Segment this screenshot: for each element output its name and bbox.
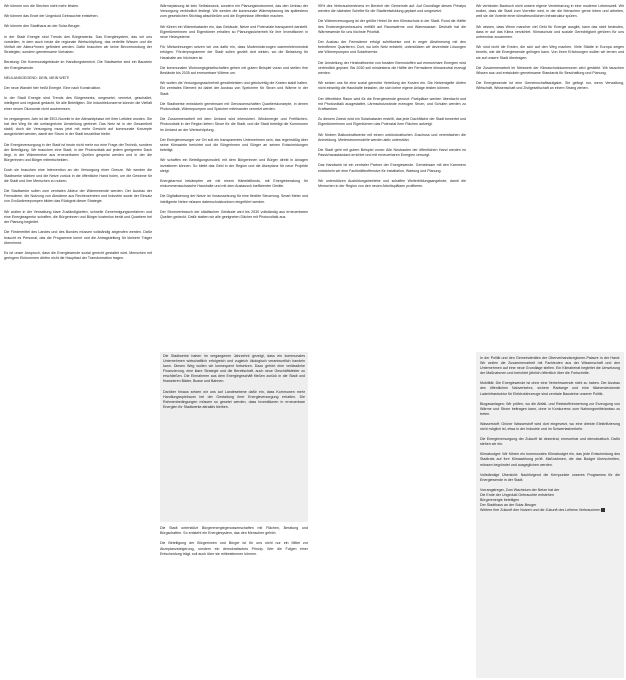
paragraph: Wir unterstützen Ausbildungsbetriebe und schaffen Weiterbildungsangebote, damit die Menschen in der Region von den neuen Arbeitsplätzen profitieren. (318, 178, 466, 189)
paragraph: Das Handwerk ist ein zentraler Partner der Energiewende. Gemeinsam mit den Kammern entwickeln wir eine Fachkräfteoffensive für Installation, Wartung und Planung. (318, 163, 466, 173)
paragraph: Wir wollen die Versorgungssicherheit gewährleisten und gleichzeitig die Kosten stabil halten. Ein zentrales Element ist dabei der Ausbau von Speichern für Strom und Wärme in der Stadt. (160, 81, 308, 96)
paragraph: Die Stadtwerke entwickeln gemeinsam mit Genossenschaften Quartierskonzepte, in denen Photovoltaik, Wärmepumpen und Speicher miteinander vernetzt werden. (160, 101, 308, 112)
paragraph: Für Mietwohnungen setzen wir uns dafür ein, dass Modernisierungen warmmietenneutral erfolgen. Förderprogramme der Stadt sollen gezielt dort wirken, wo die Belastung für Haushalte am höchsten ist. (160, 45, 308, 60)
paragraph: Im vergangenen Jahr ist die EEG-Novelle in der Altmarktphase mit ihrer Leitidee worden. Sie hat den Weg für die umfangreiche Umstellung geebnet. Das Netz ist in der Gesamtheit stabil, doch die Versorgung muss jetzt mit mehr Gewicht auf kommunale Konzepte ausgerichtet werden, damit der Strom in der Stadt bezahlbar bleibt. (4, 116, 152, 137)
list-item: Die Ende der Ungeduld Gebrauchte entstehen (480, 492, 554, 497)
paragraph: Der Ausbau der Fernwärme erfolgt schrittweise und in enger Abstimmung mit den betroffenen Quartieren. Dort, wo kein Netz entsteht, unterstützen wir dezentrale Lösungen wie Wärmepumpen und Solarthermie. (318, 40, 466, 55)
highlight-box-1 (160, 352, 308, 522)
paragraph: Die Zusammenarbeit mit dem Umland wird intensiviert. Windenergie und Freiflächen-Photovoltaik in der Region liefern Strom für die Stadt, und die Stadt beteiligt die Kommunen im Umland an der Wertschöpfung. (160, 117, 308, 132)
list-item: Vorrangstreger, Zum Wachstum der Netze hat der (480, 487, 560, 492)
text-column-4 (476, 4, 624, 348)
paragraph: Die Stadt unterstützt Bürgerenergiegenossenschaften mit Flächen, Beratung und Bürgschaften. So entsteht ein Energiesystem, das den Menschen gehört. (160, 526, 308, 536)
box-paragraph: Biogasanlagen: Wir prüfen, wo die Abfall- und Reststoffverwertung zur Erzeugung von Wärme und Strom beitragen kann, ohne in Konkurrenz zum Nahrungsmittelanbau zu treten. (480, 401, 620, 416)
paragraph: Die Beteiligung der Bürgerinnen und Bürger ist für uns nicht nur ein Mittel zur Akzeptanzsteigerung, sondern ein demokratisches Prinzip. Wer die Folgen einer Entscheidung trägt, soll auch über sie mitbestimmen können. (160, 541, 308, 556)
box-paragraph: Wasserstoff: Grüner Wasserstoff wird dort eingesetzt, wo eine direkte Elektrifizierung nicht möglich ist, etwa in der Industrie und im Schwerlastverkehr. (480, 421, 620, 432)
paragraph: Der Energieversorger vor Ort soll ein transparentes Unternehmen sein, das regelmäßig über seine Klimaziele berichtet und die Bürgerinnen und Bürger an seinen Entscheidungen beteiligt. (160, 137, 308, 153)
box-paragraph: Darüber hinaus setzen wir uns auf Landesebene dafür ein, dass Kommunen mehr Handlungsspielraum bei der Gestaltung ihrer Energieversorgung erhalten. Die Rahmenbedingungen müssen so gesetzt werden, dass Investitionen in erneuerbare Energien für Stadtwerke attraktiv bleiben. (163, 389, 305, 409)
paragraph: 95% des Verbraucherstroms im Bereich der Gemeinde auf. Auf Grundlage dieses Prinzips werden die nächsten Schritte für die Stadtentwicklung geplant und umgesetzt. (318, 4, 466, 14)
box-paragraph: Vollständige Übersicht: Nachfolgend die Kernpunkte unseres Programms für die Energiewende in der Stadt. (480, 472, 620, 482)
paragraph: Energiearmut bekämpfen wir mit einem Härtefallfonds, mit Energieberatung für einkommensschwache Haushalte und mit dem Austausch ineffizienter Geräte. (160, 179, 308, 189)
box-paragraph: Klimabudget: Wir führen ein kommunales Klimabudget ein, das jede Entscheidung des Stadtrats auf ihre Klimawirkung prüft. Maßnahmen, die das Budget überschreiten, müssen begründet und ausgeglichen werden. (480, 452, 620, 467)
paragraph: Zu diesem Zweck wird ein Solarkataster erstellt, das jede Dachfläche der Stadt bewertet und Eigentümerinnen und Eigentümern das Potenzial ihrer Flächen aufzeigt. (318, 117, 466, 127)
paragraph: Wir verbinden Baubuch nicht unsere eigene Vereinbarung in eine moderne Lebenswelt. Wir wollen, dass die Stadt zum Vorreiter wird, in der die Menschen gerne leben und arbeiten, weil sie die Vorteile einer klimafreundlichen Infrastruktur spüren. (476, 4, 624, 19)
list-item-text: Weitere ihre Zukunft den Nutzen und die Zukunft des Leihens Verbrauchern (480, 508, 601, 513)
paragraph: Wir können den Stadthaus an der Solar-Beuger. (4, 24, 81, 29)
list-item (480, 508, 620, 513)
paragraph: Die Stadtwerke sollen zum zentralen Akteur der Wärmewende werden. Der Ausbau der Fernwärme, die Nutzung von Abwärme aus Rechenzentren und Industrie sowie der Einsatz von Großwärmepumpen bilden das Rückgrat dieser Strategie. (4, 189, 152, 204)
text-column-2-bottom (160, 526, 308, 676)
list-item: Der Stadthaus an der Solar-Beuger (480, 503, 537, 508)
list-item: Bürgerenergie beteiligen (480, 497, 520, 502)
paragraph: Doch sie brauchen eine Intervention an der Versorgung einer Grenze. Wir werden die Stadtwerke stärken und die Netze zurück in die öffentliche Hand holen, um die Gewinne für die Stadt und ihre Menschen zu nutzen. (4, 168, 152, 183)
box-paragraph: In der Politik und den Gemeinderäten der Oberverbandsregionen-Palavre in der Hand: Wir wollen die Zusammenarbeit mit Fachleuten aus der Wissenschaft und den Unternehmen auf eine neue Grundlage stellen. Ein Klimabeirat begleitet die Umsetzung der Maßnahmen und berichtet jährlich öffentlich über die Fortschritte. (480, 356, 620, 376)
box-paragraph: Mobilität: Die Energiewende ist ohne eine Verkehrswende nicht zu haben. Der Ausbau des öffentlichen Nahverkehrs, sichere Radwege und eine flächendeckende Ladeinfrastruktur für Elektrofahrzeuge sind zentrale Bausteine unserer Politik. (480, 381, 620, 396)
paragraph: Die Fördermittel des Landes und des Bundes müssen vollständig abgerufen werden. Dafür braucht es Personal, das die Programme kennt und die Antragstellung für kleinere Träger übernimmt. (4, 230, 152, 245)
paragraph: Der öffentliche Raum wird für die Energiewende genutzt: Parkplätze werden überdacht und mit Photovoltaik ausgestattet, Lärmschutzwände erzeugen Strom, und Schulen werden zu Kraftwerken. (318, 96, 466, 112)
section-heading: NEULANDGEGEND: DEIN, MEIN WEIT! (4, 75, 70, 80)
text-column-2 (160, 4, 308, 348)
paragraph: Die Energiewende ist eine Gemeinschaftsaufgabe. Sie gelingt nur, wenn Verwaltung, Wirtschaft, Wissenschaft und Zivilgesellschaft an einem Strang ziehen. (476, 81, 624, 91)
paragraph: Es ist unser Anspruch, dass die Energiewende sozial gerecht gestaltet wird. Menschen mit geringem Einkommen dürfen nicht die Hauptlast der Transformation tragen. (4, 250, 152, 261)
paragraph: Wir können das Ende der Ungeduld Gebrauchte entstehen. (4, 14, 99, 19)
paragraph: Wir schaffen ein Beteiligungsmodell, mit dem Bürgerinnen und Bürger direkt in Anlagen investieren können. So bleibt das Geld in der Region und die Akzeptanz für neue Projekte steigt. (160, 158, 308, 173)
paragraph: Wärmeplanung ist kein Selbstzweck, sondern ein Planungsinstrument, das den Umbau der Versorgung verbindlich festlegt. Wir werden die kommunale Wärmeplanung bis spätestens zum gesetzlichen Stichtag abschließen und die Ergebnisse öffentlich machen. (160, 4, 308, 19)
paragraph: Der Stromverbrauch der städtischen Gebäude wird bis 2030 vollständig aus erneuerbaren Quellen gedeckt. Dafür statten wir alle geeigneten Dächer mit Photovoltaik aus. (160, 209, 308, 220)
summary-box (476, 352, 624, 678)
paragraph: Der neue Wandel hier heißt Energie. Eine nach Konstruktion. (4, 86, 102, 91)
paragraph: Die Digitalisierung der Netze ist Voraussetzung für eine flexible Steuerung. Smart Meter und intelligente Netze müssen datenschutzkonform eingeführt werden. (160, 194, 308, 204)
text-column-3 (318, 4, 466, 676)
paragraph: Wir wissen, dass Wenn mancher viel Geld für Energie ausgibt, kann das nicht bedeuten, dass er auf das Klima verzichtet. Klimaschutz und soziale Gerechtigkeit gehören für uns untrennbar zusammen. (476, 24, 624, 40)
paragraph: Die Wärmeversorgung ist der größte Hebel für den Klimaschutz in der Stadt. Rund die Hälfte des Endenergieverbrauchs entfällt auf Raumwärme und Warmwasser. Deshalb hat die Wärmewende für uns höchste Priorität. (318, 19, 466, 34)
paragraph: Die kommunalen Wohnungsgesellschaften gehen mit gutem Beispiel voran und stellen ihre Bestände bis 2035 auf erneuerbare Wärme um. (160, 65, 308, 76)
paragraph: Wir sind nicht die Ersten, die sich auf den Weg machen. Viele Städte in Europa zeigen bereits, wie die Energiewende gelingen kann. Von ihren Erfahrungen wollen wir lernen und sie auf unsere Stadt übertragen. (476, 45, 624, 60)
box-paragraph: Die Stadtwerke haben im vergangenen Jahrzehnt gezeigt, dass ein kommunales Unternehmen wirtschaftlich erfolgreich und zugleich ökologisch verantwortlich handeln kann. Diesen Weg wollen wir konsequent fortsetzen. Dazu gehört eine verlässliche Finanzierung, eine klare Strategie und die Bereitschaft, auch neue Geschäftsfelder zu erschließen. Die Einnahmen aus dem Energiegeschäft fließen zurück in die Stadt und finanzieren Bäder, Busse und Bahnen. (163, 354, 305, 384)
paragraph: Die Umstellung der Heizkraftwerke von fossilen Brennstoffen auf erneuerbare Energien wird verbindlich geplant. Bis 2030 soll mindestens die Hälfte der Fernwärme klimaneutral erzeugt werden. (318, 60, 466, 76)
paragraph: Beratung: Die Kommunalgebäude im Handlungsbereich. Die Stadtwerke sind ein Baustein der Energiewende. (4, 60, 152, 70)
paragraph: Wir setzen uns für eine sozial gerechte Verteilung der Kosten ein. Die Netzentgelte dürfen nicht einseitig die Haushalte belasten, die sich keine eigene Anlage leisten können. (318, 81, 466, 91)
summary-list (480, 488, 620, 513)
paragraph: In der Stadt Energie sind Trends des Bürgerwerks, umgesetzt, vernetzt, geschaltet, intelligent und regional gedacht, für alle Beteiligten. Die Industriekonzerne können die Vielfalt einer neuen Ökonomie nicht ausbremsen. (4, 96, 152, 111)
paragraph: Die Zusammenarbeit im Netzwerk der Klimaschutzkommunen wird gestärkt. Wir tauschen Wissen aus und entwickeln gemeinsame Standards für Beschaffung und Planung. (476, 65, 624, 76)
paragraph: Wir wollen in der Verwaltung klare Zuständigkeiten, schnelle Genehmigungsverfahren und eine Energieagentur schaffen, die Bürgerinnen und Bürger kostenlos berät und Quartiere bei der Planung begleitet. (4, 209, 152, 225)
paragraph: Die Stadt geht mit gutem Beispiel voran: Alle Neubauten der öffentlichen Hand werden im Passivhausstandard errichtet und mit erneuerbaren Energien versorgt. (318, 148, 466, 158)
text-column-1 (4, 4, 152, 676)
paragraph: Die Energieversorgung in der Stadt ist heute nicht mehr nur eine Frage der Technik, sondern der Beteiligung. Wir brauchen eine Stadt, in der Photovoltaik auf jedem geeigneten Dach liegt, in der Wärmenetze aus erneuerbaren Quellen gespeist werden und in der die Bürgerinnen und Bürger mitentscheiden. (4, 142, 152, 163)
paragraph: Wir fördern Balkonkraftwerke mit einem unbürokratischen Zuschuss und vereinfachen die Anmeldung. Mieterstrommodelle werden aktiv unterstützt. (318, 132, 466, 142)
paragraph: Wir führen ein Wärmekataster ein, das Gebäude, Netze und Potenziale transparent darstellt. Eigentümerinnen und Eigentümer erhalten so Planungssicherheit für ihre Investitionen in neue Heizsysteme. (160, 24, 308, 40)
paragraph: Wir können uns die Stechen nicht mehr leisten. (4, 4, 80, 8)
edit-icon[interactable] (601, 508, 605, 512)
box-paragraph: Die Energieversorgung der Zukunft ist dezentral, erneuerbar und demokratisch. Dafür stehen wir ein. (480, 437, 620, 447)
paragraph: In der Stadt Energie sind Trends des Bürgerwerks. Das Energiesystem, das wir uns vorstellen, in dem auch heute die regionale Wertschöpfung, das verteilte Wissen und die Vielfalt der Akteur*innen gefördert werden. Dafür brauchen wir keine Bevormundung der Strategien, sondern gemeinsame Vorhaben. (4, 34, 152, 55)
